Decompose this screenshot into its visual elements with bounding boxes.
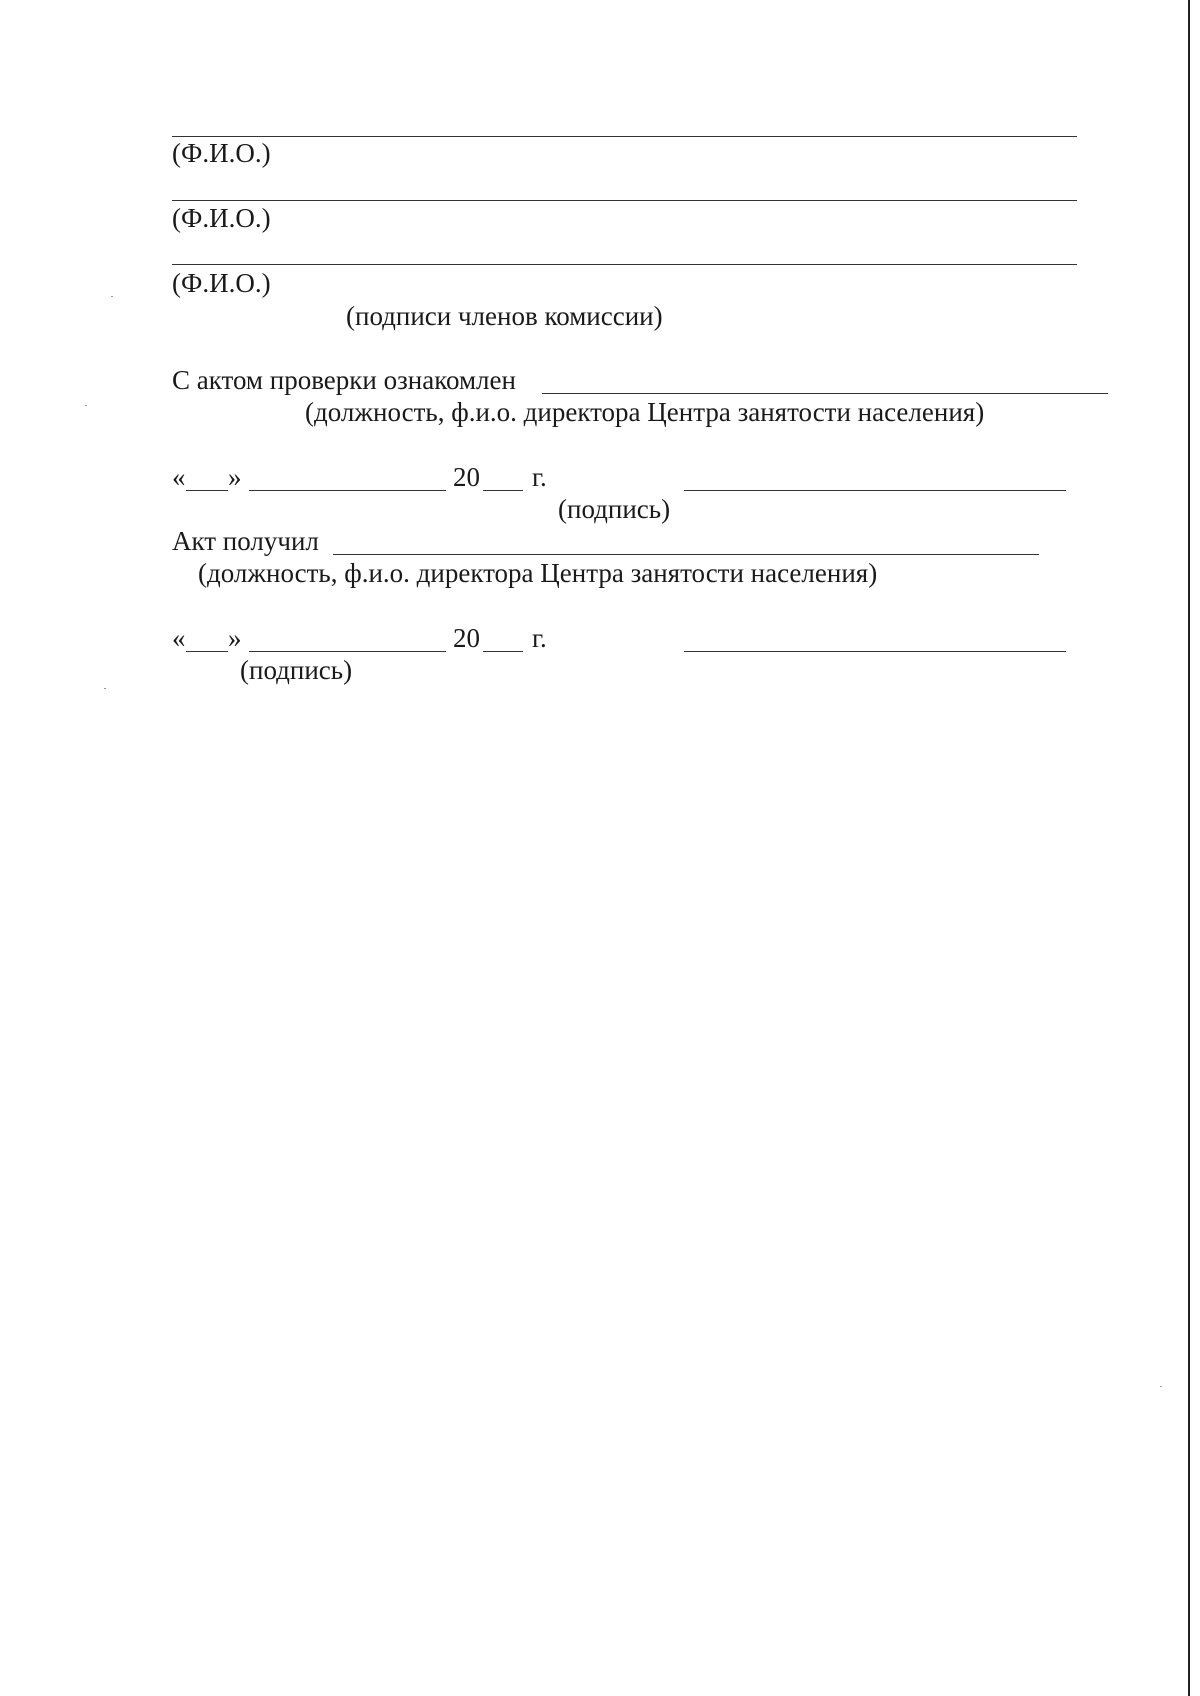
- fio-label-3: (Ф.И.О.): [172, 268, 271, 298]
- member-signature-line-3: [172, 264, 1077, 265]
- scan-speck: [85, 405, 87, 406]
- received-date-open-quote: «: [172, 623, 186, 653]
- received-caption: (должность, ф.и.о. директора Центра занятости населения): [198, 558, 878, 588]
- scan-edge-line: [1188, 0, 1190, 1696]
- received-year-suffix: г.: [532, 623, 547, 653]
- member-signature-line-2: [172, 200, 1077, 201]
- received-signature-caption: (подпись): [240, 655, 353, 685]
- acquainted-year-prefix: 20: [453, 462, 480, 492]
- received-label: Акт получил: [172, 526, 319, 556]
- member-signature-line-1: [172, 136, 1077, 137]
- acquainted-date-close-quote: »: [228, 462, 242, 492]
- received-date-close-quote: »: [228, 623, 242, 653]
- received-month-line: [249, 651, 446, 652]
- acquainted-year-line: [483, 490, 523, 491]
- received-signature-line: [684, 651, 1066, 652]
- received-year-prefix: 20: [453, 623, 480, 653]
- acquainted-day-line: [186, 490, 228, 491]
- received-day-line: [186, 651, 228, 652]
- received-year-line: [483, 651, 523, 652]
- fio-label-1: (Ф.И.О.): [172, 138, 271, 168]
- scan-speck: [104, 688, 106, 689]
- scan-speck: [111, 296, 113, 297]
- acquainted-label: С актом проверки ознакомлен: [172, 365, 516, 395]
- acquainted-signature-line: [684, 490, 1066, 491]
- acquainted-signature-caption: (подпись): [558, 494, 671, 524]
- acquainted-caption: (должность, ф.и.о. директора Центра занятости населения): [305, 397, 985, 427]
- members-signatures-caption: (подписи членов комиссии): [346, 301, 663, 331]
- acquainted-name-line: [542, 393, 1108, 394]
- scan-speck: [1160, 1386, 1162, 1387]
- fio-label-2: (Ф.И.О.): [172, 203, 271, 233]
- acquainted-year-suffix: г.: [532, 462, 547, 492]
- acquainted-date-open-quote: «: [172, 462, 186, 492]
- received-name-line: [333, 554, 1039, 555]
- acquainted-month-line: [249, 490, 446, 491]
